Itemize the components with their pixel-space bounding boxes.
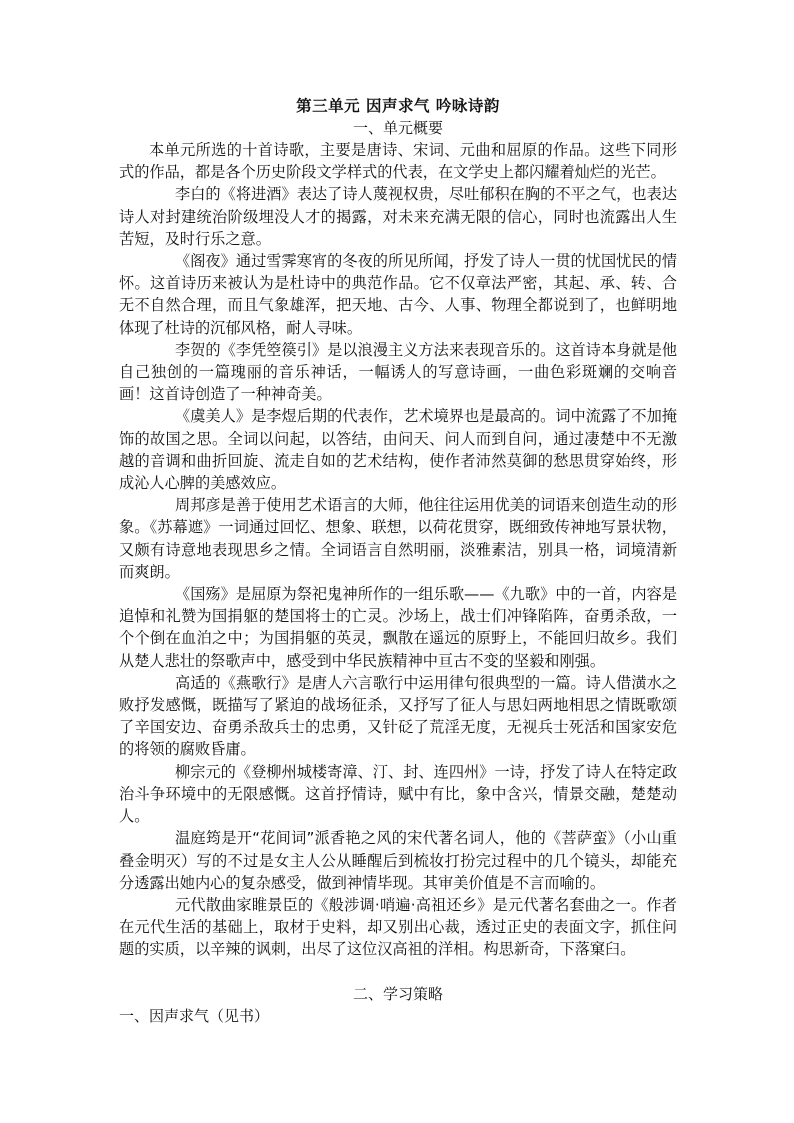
spacer <box>119 961 677 983</box>
paragraph-liuzhou: 柳宗元的《登柳州城楼寄漳、汀、封、连四州》一诗，抒发了诗人在特定政治斗争环境中的无限感慨。这首抒情诗，赋中有比，象中含兴，情景交融，楚楚动人。 <box>119 762 677 826</box>
paragraph-yangexing: 高适的《燕歌行》是唐人六言歌行中运用律句很典型的一篇。诗人借潢水之败抒发感慨，既描写了紧迫的战场征杀，又抒写了征人与思妇两地相思之情既歌颂了辛国安边、奋勇杀敌兵士的忠勇，又针砭了荒淫无度，无视兵士死活和国家安危的将领的腐败昏庸。 <box>119 673 677 759</box>
subsection-heading: 一、因声求气（见书） <box>119 1006 270 1025</box>
paragraph-sumuzhe: 周邦彦是善于使用艺术语言的大师，他往往运用优美的词语来创造生动的形象。《苏幕遮》一词通过回忆、想象、联想，以荷花贯穿，既细致传神地写景状物，又颇有诗意地表现思乡之情。全词语言自然明丽，淡雅素洁，别具一格，词境清新而爽朗。 <box>119 496 677 581</box>
document-page <box>119 95 677 1027</box>
paragraph-gaozuhuanxiang: 元代散曲家睢景臣的《般涉调·哨遍·高祖还乡》是元代著名套曲之一。作者在元代生活的基础上，取材于史料，却又别出心裁，透过正史的表面文字，抓住问题的实质，以辛辣的讽刺，出尽了这位汉高祖的洋相。构思新奇，下落窠臼。 <box>119 895 677 959</box>
section-heading-strategy: 二、学习策略 <box>352 984 443 1003</box>
section-heading-overview: 一、单元概要 <box>352 119 443 137</box>
paragraph-geye: 《阁夜》通过雪霁寒宵的冬夜的所见所闻，抒发了诗人一贯的忧国忧民的情怀。这首诗历来被认为是杜诗中的典范作品。它不仅章法严密，其起、承、转、合无不自然合理，而且气象雄浑，把天地、古今、人事、物理全都说到了，也鲜明地体现了杜诗的沉郁风格，耐人寻味。 <box>119 252 677 337</box>
paragraph-pusaman: 温庭筠是开“花间词”派香艳之风的宋代著名词人，他的《菩萨蛮》（小山重叠金明灭）写的不过是女主人公从睡醒后到梳妆打扮完过程中的几个镜头，却能充分透露出她内心的复杂感受，做到神情毕现。其审美价值是不言而喻的。 <box>119 829 677 892</box>
page-title: 第三单元 因声求气 吟咏诗韵 <box>296 97 500 115</box>
paragraph-lipingkonghouyin: 李贺的《李凭箜篌引》是以浪漫主义方法来表现音乐的。这首诗本身就是他自己独创的一篇瑰丽的音乐神话，一幅诱人的写意诗画，一曲色彩斑斓的交响音画！这首诗创造了一种神奇美。 <box>119 340 677 404</box>
paragraph-intro: 本单元所选的十首诗歌，主要是唐诗、宋词、元曲和屈原的作品。这些下同形式的作品，都是各个历史阶段文学样式的代表，在文学史上都闪耀着灿烂的光芒。 <box>119 141 677 182</box>
paragraph-yumeiren: 《虞美人》是李煜后期的代表作，艺术境界也是最高的。词中流露了不加掩饰的故国之思。全词以问起，以答结，由问天、问人而到自问，通过凄楚中不无激越的音调和曲折回旋、流走自如的艺术结构，使作者沛然莫御的愁思贯穿始终，形成沁人心脾的美感效应。 <box>119 407 677 493</box>
paragraph-jiangjinjiu: 李白的《将进酒》表达了诗人蔑视权贵，尽吐郁积在胸的不平之气，也表达诗人对封建统治阶级埋没人才的揭露，对未来充满无限的信心，同时也流露出人生苦短，及时行乐之意。 <box>119 185 677 248</box>
paragraph-guoshang: 《国殇》是屈原为祭祀鬼神所作的一组乐歌——《九歌》中的一首，内容是追悼和礼赞为国捐躯的楚国将士的亡灵。沙场上，战士们冲锋陷阵，奋勇杀敌，一个个倒在血泊之中；为国捐躯的英灵，飘散在遥远的原野上，不能回归故乡。我们从楚人悲壮的祭歌声中，感受到中华民族精神中亘古不变的坚毅和刚强。 <box>119 585 677 670</box>
